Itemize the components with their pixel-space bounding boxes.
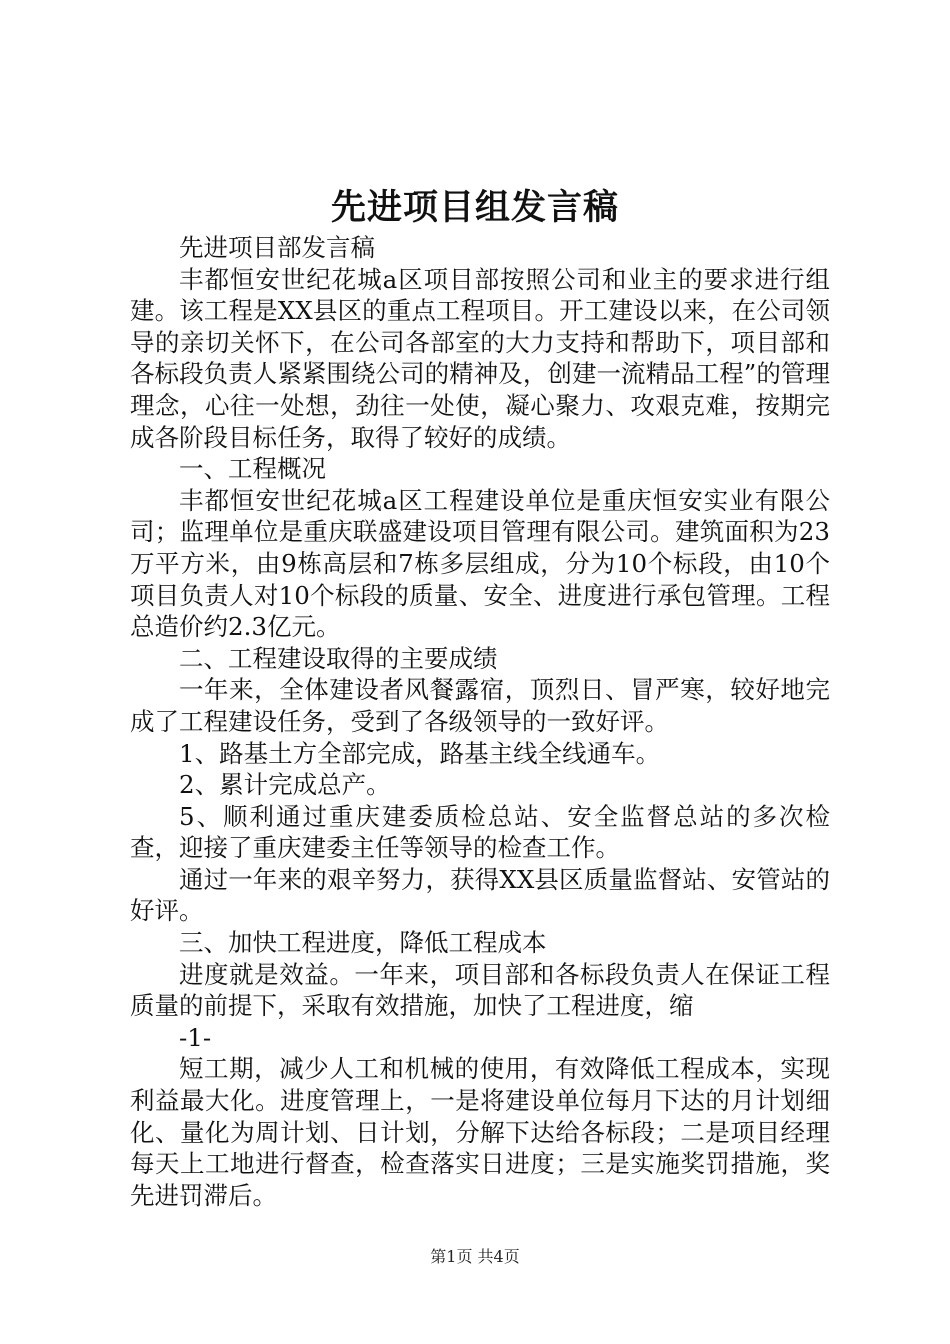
inline-page-number: -1- (179, 1022, 212, 1052)
intro-paragraph: 丰都恒安世纪花城a区项目部按照公司和业主的要求进行组建。该工程是XX县区的重点工程项目。开工建设以来，在公司领导的亲切关怀下，在公司各部室的大力支持和帮助下，项目部和各标段负责人紧紧围绕公司的精神及，创建一流精品工程”的管理理念，心往一处想，劲往一处使，凝心聚力、攻艰克难，按期完成各阶段目标任务，取得了较好的成绩。 (130, 264, 830, 452)
list-item: 2、累计完成总产。 (179, 770, 391, 800)
page-footer: 第1页 共4页 (430, 1247, 520, 1266)
section-heading-achievements: 二、工程建设取得的主要成绩 (179, 643, 498, 673)
section-heading-progress: 三、加快工程进度，降低工程成本 (179, 928, 547, 958)
progress-paragraph: 进度就是效益。一年来，项目部和各标段负责人在保证工程质量的前提下，采取有效措施，加快了工程进度，缩 (130, 959, 830, 1021)
progress-continued-paragraph: 短工期，减少人工和机械的使用，有效降低工程成本，实现利益最大化。进度管理上，一是将建设单位每月下达的月计划细化、量化为周计划、日计划，分解下达给各标段；二是项目经理每天上工地进行督查，检查落实日进度；三是实施奖罚措施，奖先进罚滞后。 (130, 1054, 830, 1210)
document-title: 先进项目组发言稿 (330, 187, 619, 228)
achievements-paragraph: 一年来，全体建设者风餐露宿，顶烈日、冒严寒，较好地完成了工程建设任务，受到了各级领导的一致好评。 (130, 675, 830, 736)
overview-paragraph: 丰都恒安世纪花城a区工程建设单位是重庆恒安实业有限公司；监理单位是重庆联盛建设项目管理有限公司。建筑面积为23万平方米，由9栋高层和7栋多层组成，分为10个标段，由10个项目负责人对10个标段的质量、安全、进度进行承包管理。工程总造价约2.3亿元。 (130, 485, 830, 642)
list-item: 5、顺利通过重庆建委质检总站、安全监督总站的多次检查，迎接了重庆建委主任等领导的检查工作。 (130, 801, 830, 863)
document-body (130, 232, 830, 1211)
list-item: 1、路基土方全部完成，路基主线全线通车。 (179, 738, 661, 768)
section-heading-overview: 一、工程概况 (179, 454, 326, 484)
praise-paragraph: 通过一年来的艰辛努力，获得XX县区质量监督站、安管站的好评。 (130, 864, 830, 926)
subtitle-paragraph: 先进项目部发言稿 (179, 233, 375, 262)
